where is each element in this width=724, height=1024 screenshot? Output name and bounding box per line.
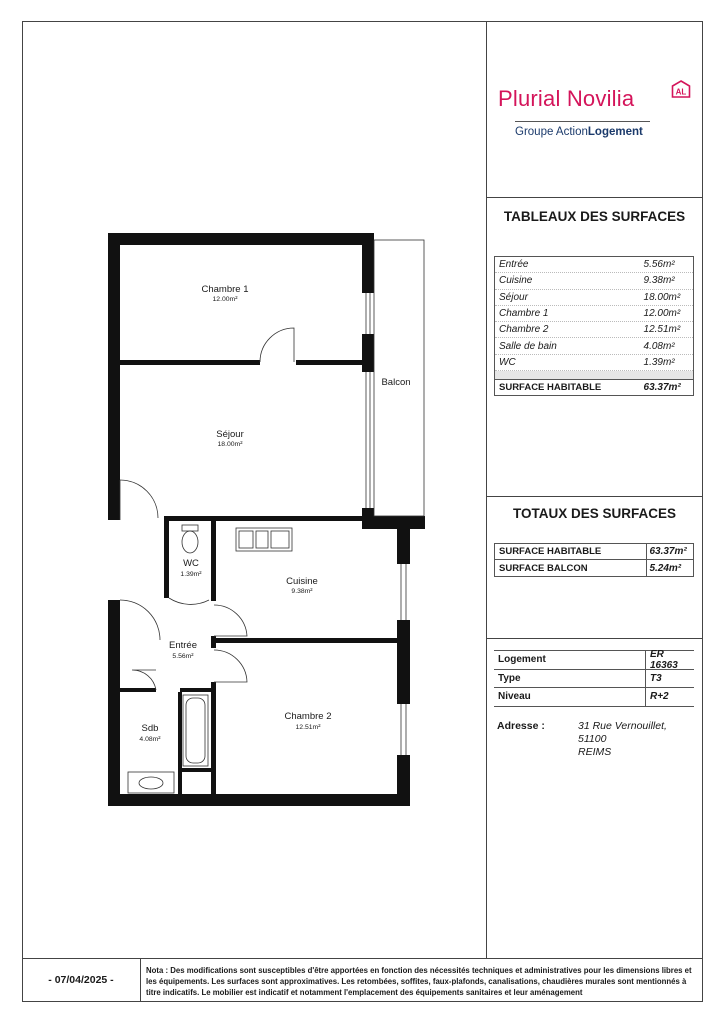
- table-row: [495, 355, 693, 371]
- surface-label: Chambre 2: [499, 324, 549, 336]
- room-area: 1.39m²: [180, 571, 202, 578]
- surface-label: Séjour: [499, 291, 528, 303]
- surface-value: 12.00m²: [643, 308, 681, 320]
- surface-label: Chambre 1: [499, 308, 549, 320]
- surface-label: WC: [499, 356, 516, 368]
- room-area: 4.08m²: [139, 736, 161, 743]
- table-row: [495, 290, 693, 306]
- table-row: [495, 338, 693, 354]
- surface-value: 5.56m²: [643, 259, 675, 271]
- table-row: [495, 257, 693, 273]
- totals-value: 63.37m²: [649, 546, 687, 557]
- logo-divider: [486, 197, 703, 198]
- footer-separator: [140, 958, 141, 1002]
- surface-value: 18.00m²: [643, 291, 681, 303]
- room-area: 9.38m²: [291, 588, 313, 595]
- surfaces-title: TABLEAUX DES SURFACES: [503, 209, 686, 224]
- table-row: [495, 560, 693, 576]
- logo-group: [515, 126, 643, 138]
- logo-badge-text: AL: [675, 87, 687, 97]
- surface-value: 12.51m²: [643, 324, 681, 336]
- address-line2: REIMS: [578, 746, 612, 758]
- logo-badge-icon: [671, 80, 691, 100]
- surface-value: 9.38m²: [643, 275, 675, 287]
- total-label: SURFACE HABITABLE: [499, 382, 602, 394]
- address-label: Adresse :: [497, 720, 545, 732]
- table-row: [495, 306, 693, 322]
- logo-name: Plurial Novilia: [498, 86, 635, 111]
- room-label: Balcon: [381, 377, 411, 388]
- table-spacer: [495, 371, 693, 380]
- info-value: R+2: [650, 691, 669, 703]
- info-label: Type: [494, 670, 646, 688]
- room-label: Cuisine: [286, 576, 318, 587]
- room-label: Sdb: [141, 723, 159, 734]
- table-row: [495, 544, 693, 560]
- surfaces-table: [494, 256, 694, 396]
- table-total-row: [495, 380, 693, 395]
- room-area: 18.00m²: [217, 441, 243, 448]
- surface-value: 4.08m²: [643, 340, 675, 352]
- logo-group-prefix: Groupe Action: [515, 126, 588, 138]
- info-value: T3: [650, 672, 662, 684]
- room-label: Séjour: [216, 429, 244, 440]
- surface-label: Salle de bain: [499, 340, 557, 352]
- table-row: [495, 322, 693, 338]
- table-row: [494, 688, 694, 707]
- address-line1: 31 Rue Vernouillet, 51100: [578, 720, 667, 745]
- info-label: Logement: [494, 651, 646, 669]
- footer-note: [146, 965, 698, 998]
- column-divider: [486, 21, 487, 958]
- room-label: WC: [183, 558, 199, 569]
- info-label: Niveau: [494, 688, 646, 706]
- totals-label: SURFACE BALCON: [495, 560, 647, 576]
- info-table: [494, 650, 694, 707]
- surface-label: Entrée: [499, 259, 529, 271]
- room-label: Chambre 1: [201, 284, 249, 295]
- info-value: ER 16363: [650, 648, 678, 671]
- section-divider: [486, 496, 703, 497]
- surface-label: Cuisine: [499, 275, 533, 287]
- info-divider: [486, 638, 703, 639]
- brand-logo: [498, 86, 698, 146]
- logo-group-bold: Logement: [587, 126, 643, 138]
- totals-table: [494, 543, 694, 577]
- room-area: 12.00m²: [212, 296, 238, 303]
- room-area: 5.56m²: [172, 653, 194, 660]
- table-row: [495, 273, 693, 289]
- table-row: [494, 670, 694, 689]
- surface-value: 1.39m²: [643, 356, 675, 368]
- table-row: [494, 648, 694, 671]
- totals-title: TOTAUX DES SURFACES: [512, 506, 677, 521]
- totals-value: 5.24m²: [649, 562, 682, 574]
- address-value: [578, 720, 698, 759]
- note-bold: Nota : Des modifications sont susceptibles d'être apportées en fonction des nécessités techniques et administratives pour les dimensions libres et les équipements. Les surfaces sont approximatives. Les retombées, soffites, faux-plafonds, canalisations, chaudières murales sont mentionnés à titre indicatifs.: [146, 966, 692, 997]
- room-area: 12.51m²: [295, 724, 321, 731]
- total-value: 63.37m²: [643, 382, 681, 394]
- room-label: Chambre 2: [284, 711, 332, 722]
- room-label: Entrée: [169, 640, 197, 651]
- logo-underline: [515, 121, 650, 122]
- note-rest: Le mobilier est indicatif et notamment l'emplacement des équipements sanitaires et leur aménagement: [199, 988, 583, 997]
- plan-date: - 07/04/2025 -: [48, 974, 114, 986]
- totals-label: SURFACE HABITABLE: [495, 544, 647, 559]
